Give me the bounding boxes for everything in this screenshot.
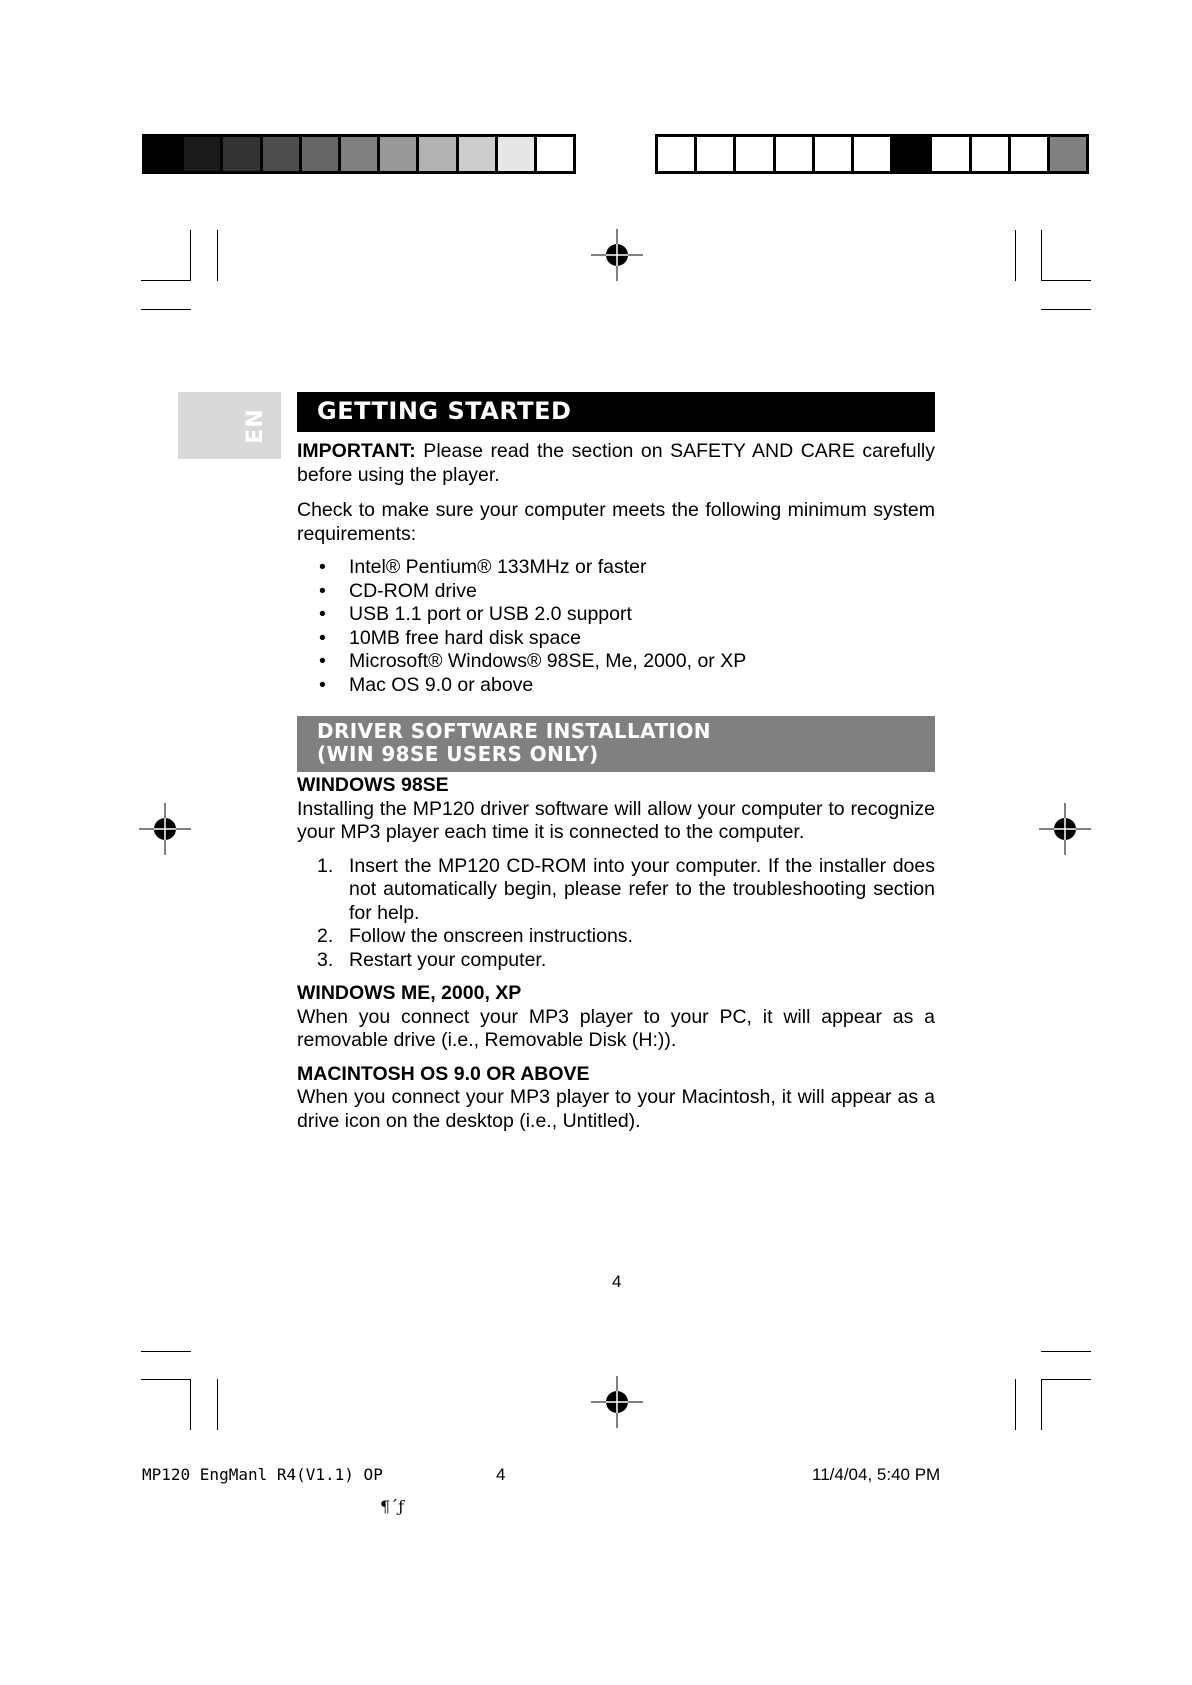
crop-mark (190, 1379, 191, 1430)
crop-mark (141, 1351, 191, 1352)
step-text: Follow the onscreen instructions. (349, 925, 633, 947)
footer-page: 4 (496, 1465, 506, 1484)
mac-text: When you connect your MP3 player to your Macintosh, it will appear as a drive icon on the desktop (i.e., Untitled). (297, 1086, 935, 1132)
win98-text: Installing the MP120 driver software will allow your computer to recognize your MP3 player each time it is connected to the computer. (297, 797, 935, 843)
section-title: GETTING STARTED (297, 392, 935, 432)
footer-filename: MP120 EngManl R4(V1.1) OP (142, 1465, 383, 1484)
calibration-strip-left (142, 134, 576, 174)
crop-mark (141, 280, 191, 281)
language-tab (178, 392, 281, 459)
list-item (297, 925, 935, 949)
color-swatch (697, 137, 736, 171)
color-swatch (658, 137, 697, 171)
color-swatch (341, 137, 380, 171)
step-number: 3. (317, 948, 334, 971)
list-item (297, 949, 935, 973)
color-swatch (223, 137, 262, 171)
driver-section-title (297, 716, 935, 772)
color-swatch (498, 137, 537, 171)
list-item: • CD-ROM drive (297, 580, 935, 604)
color-swatch (419, 137, 458, 171)
list-item: • Mac OS 9.0 or above (297, 674, 935, 698)
list-item: • 10MB free hard disk space (297, 627, 935, 651)
winme-heading: WINDOWS ME, 2000, XP (297, 982, 522, 1004)
crop-mark (1015, 230, 1016, 281)
color-swatch (736, 137, 775, 171)
color-swatch (302, 137, 341, 171)
registration-target-icon (139, 803, 191, 855)
color-swatch (893, 137, 932, 171)
color-swatch (263, 137, 302, 171)
color-swatch (972, 137, 1011, 171)
crop-mark (190, 230, 191, 281)
list-item: • USB 1.1 port or USB 2.0 support (297, 603, 935, 627)
win98-heading: WINDOWS 98SE (297, 774, 449, 796)
color-swatch (380, 137, 419, 171)
crop-mark (217, 1379, 218, 1430)
step-text: Restart your computer. (349, 948, 547, 971)
main-content (297, 392, 935, 1133)
important-note (297, 440, 935, 487)
color-swatch (1011, 137, 1050, 171)
list-item: • Intel® Pentium® 133MHz or faster (297, 556, 935, 580)
registration-target-icon (591, 229, 643, 281)
language-tab-label: EN (242, 407, 268, 444)
check-requirements-text: Check to make sure your computer meets the following minimum system requirements: (297, 499, 935, 545)
color-swatch (815, 137, 854, 171)
list-item: • Microsoft® Windows® 98SE, Me, 2000, or XP (297, 650, 935, 674)
color-swatch (932, 137, 971, 171)
page-number: 4 (612, 1272, 622, 1291)
important-label: IMPORTANT: (297, 440, 416, 462)
mac-heading: MACINTOSH OS 9.0 OR ABOVE (297, 1062, 590, 1085)
footer-date: 11/4/04, 5:40 PM (812, 1465, 941, 1484)
step-number: 2. (317, 925, 334, 947)
step-text: Insert the MP120 CD-ROM into your computer. If the installer does not automatically begin, please refer to the troubleshooting section for help. (349, 854, 935, 924)
crop-mark (1041, 230, 1042, 281)
color-swatch (459, 137, 498, 171)
crop-mark (1041, 309, 1091, 310)
color-swatch (1050, 137, 1086, 171)
crop-mark (1041, 1351, 1091, 1352)
winme-text: When you connect your MP3 player to your PC, it will appear as a removable drive (i.e., Removable Disk (H:)). (297, 1005, 935, 1051)
crop-mark (141, 309, 191, 310)
crop-mark (1041, 280, 1091, 281)
crop-mark (141, 1379, 191, 1380)
requirements-list (297, 556, 935, 697)
color-swatch (145, 137, 184, 171)
driver-title-line1: DRIVER SOFTWARE INSTALLATION (317, 719, 711, 743)
calibration-strip-right (655, 134, 1089, 174)
list-item (297, 855, 935, 926)
important-text: Please read the section on SAFETY AND CARE carefully before using the player. (297, 440, 935, 486)
crop-mark (217, 230, 218, 281)
crop-mark (1041, 1379, 1091, 1380)
color-swatch (537, 137, 573, 171)
color-swatch (184, 137, 223, 171)
footer-code: ¶´ƒ (380, 1497, 405, 1516)
crop-mark (1015, 1379, 1016, 1430)
color-swatch (854, 137, 893, 171)
registration-target-icon (1039, 803, 1091, 855)
driver-title-line2: (WIN 98SE USERS ONLY) (317, 742, 599, 766)
color-swatch (776, 137, 815, 171)
registration-target-icon (591, 1376, 643, 1428)
crop-mark (1041, 1379, 1042, 1430)
install-steps (297, 855, 935, 973)
step-number: 1. (317, 854, 334, 877)
